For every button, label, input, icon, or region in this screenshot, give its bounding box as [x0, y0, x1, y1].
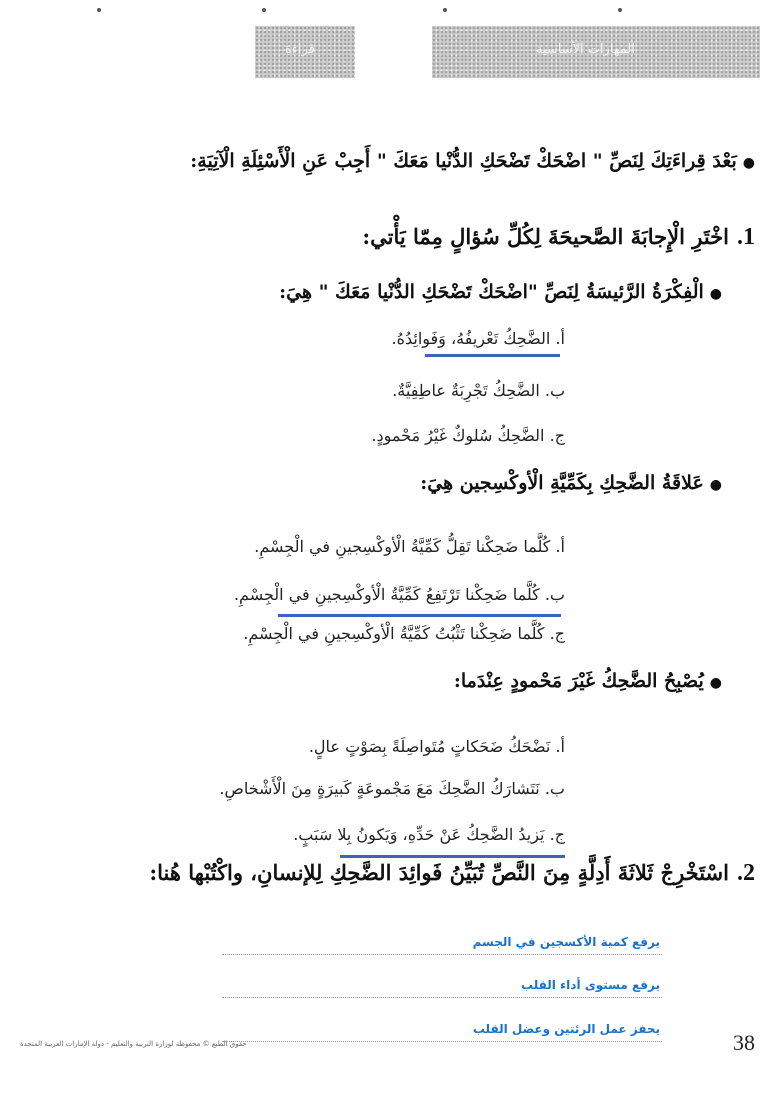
answer-text-1: يرفع كمية الأكسجين في الجسم	[472, 935, 660, 949]
answer-underline	[340, 855, 565, 858]
bullet-icon: ●	[709, 286, 722, 302]
answer-text-2: يرفع مستوى أداء القلب	[521, 978, 660, 992]
scan-mark	[618, 8, 622, 12]
option-a: أ. كُلَّما ضَحِكْنا تَقِلُّ كَمِّيَّةُ الْأوكْسِجينِ في الْجِسْمِ.	[254, 537, 565, 556]
sub-question	[420, 472, 722, 494]
bullet-icon: ●	[742, 155, 755, 171]
header-tab-left	[255, 26, 355, 78]
option-a: أ. الضَّحِكُ تَعْريفُهُ، وَفَوائِدُهُ.	[391, 329, 565, 348]
header-tab-right-label: المهارات الأساسية	[536, 42, 635, 57]
intro-text: بَعْدَ قِراءَتِكَ لِنَصِّ " اضْحَكْ تَضْحَكِ الدُّنْيا مَعَكَ " أَجِبْ عَنِ الْأَسْئِلَةِ الْآتِيَةِ:	[190, 150, 737, 172]
sub-question-text: يُصْبِحُ الضَّحِكُ غَيْرَ مَحْمودٍ عِنْدَما:	[453, 670, 704, 692]
sub-question	[454, 670, 722, 692]
sub-question-text: عَلاقَةُ الضَّحِكِ بِكَمِّيَّةِ الْأوكْسِجين هِيَ:	[420, 472, 704, 494]
answer-line-2	[222, 997, 662, 998]
header-tab-left-label: قراءة	[285, 42, 315, 57]
option-c: ج. كُلَّما ضَحِكْنا تَثْبُتُ كَمِّيَّةُ الْأوكْسِجينِ في الْجِسْمِ.	[243, 624, 565, 643]
answer-line-3	[222, 1041, 662, 1042]
question-2-title: اسْتَخْرِجْ ثَلاثَةَ أَدِلَّةٍ مِنَ النَّصِّ تُبَيِّنُ فَوائِدَ الضَّحِكِ لِلإنسانِ، واكْتُبْها هُنا:	[149, 860, 729, 885]
scan-mark	[262, 8, 266, 12]
question-1-number: 1.	[737, 224, 755, 250]
option-b: ب. نَتَشارَكُ الضَّحِكَ مَعَ مَجْموعَةٍ كَبيرَةٍ مِنَ الْأَشْخاصِ.	[219, 779, 565, 798]
answer-underline	[278, 614, 561, 617]
sub-question	[279, 281, 722, 303]
option-c: ج. الضَّحِكُ سُلوكٌ غَيْرُ مَحْمودٍ.	[371, 426, 565, 445]
question-1-title: اخْتَرِ الْإِجابَةَ الصَّحيحَةَ لِكُلِّ سُؤالٍ مِمّا يَأْتي:	[362, 224, 729, 249]
intro-line	[190, 150, 755, 172]
option-b: ب. الضَّحِكُ تَجْرِبَةٌ عاطِفِيَّةٌ.	[392, 381, 565, 400]
bullet-icon: ●	[709, 477, 722, 493]
option-b: ب. كُلَّما ضَحِكْنا تَرْتَفِعُ كَمِّيَّةُ الْأوكْسِجينِ في الْجِسْمِ.	[233, 585, 565, 604]
option-a: أ. نَضْحَكُ ضَحَكاتٍ مُتَواصِلَةً بِصَوْتٍ عالٍ.	[308, 737, 565, 756]
scan-mark	[97, 8, 101, 12]
bullet-icon: ●	[709, 675, 722, 691]
answer-underline	[425, 354, 560, 357]
question-2-number: 2.	[737, 860, 755, 886]
answer-line-1	[222, 954, 662, 955]
question-2-heading	[149, 860, 755, 887]
scan-mark	[443, 8, 447, 12]
header-tab-right	[432, 26, 760, 78]
copyright-footer: حقوق الطبع © محفوظة لوزارة التربية والتعليم - دولة الإمارات العربية المتحدة	[20, 1040, 247, 1048]
sub-question-text: الْفِكْرَةُ الرَّئيسَةُ لِنَصِّ "اضْحَكْ تَضْحَكِ الدُّنْيا مَعَكَ " هِيَ:	[279, 281, 704, 303]
option-c: ج. يَزيدُ الضَّحِكُ عَنْ حَدِّهِ، وَيَكونُ بِلا سَبَبٍ.	[293, 825, 565, 844]
page-number: 38	[733, 1030, 755, 1055]
answer-text-3: يحفز عمل الرئتين وعضل القلب	[472, 1022, 660, 1036]
question-1-heading	[362, 224, 755, 251]
